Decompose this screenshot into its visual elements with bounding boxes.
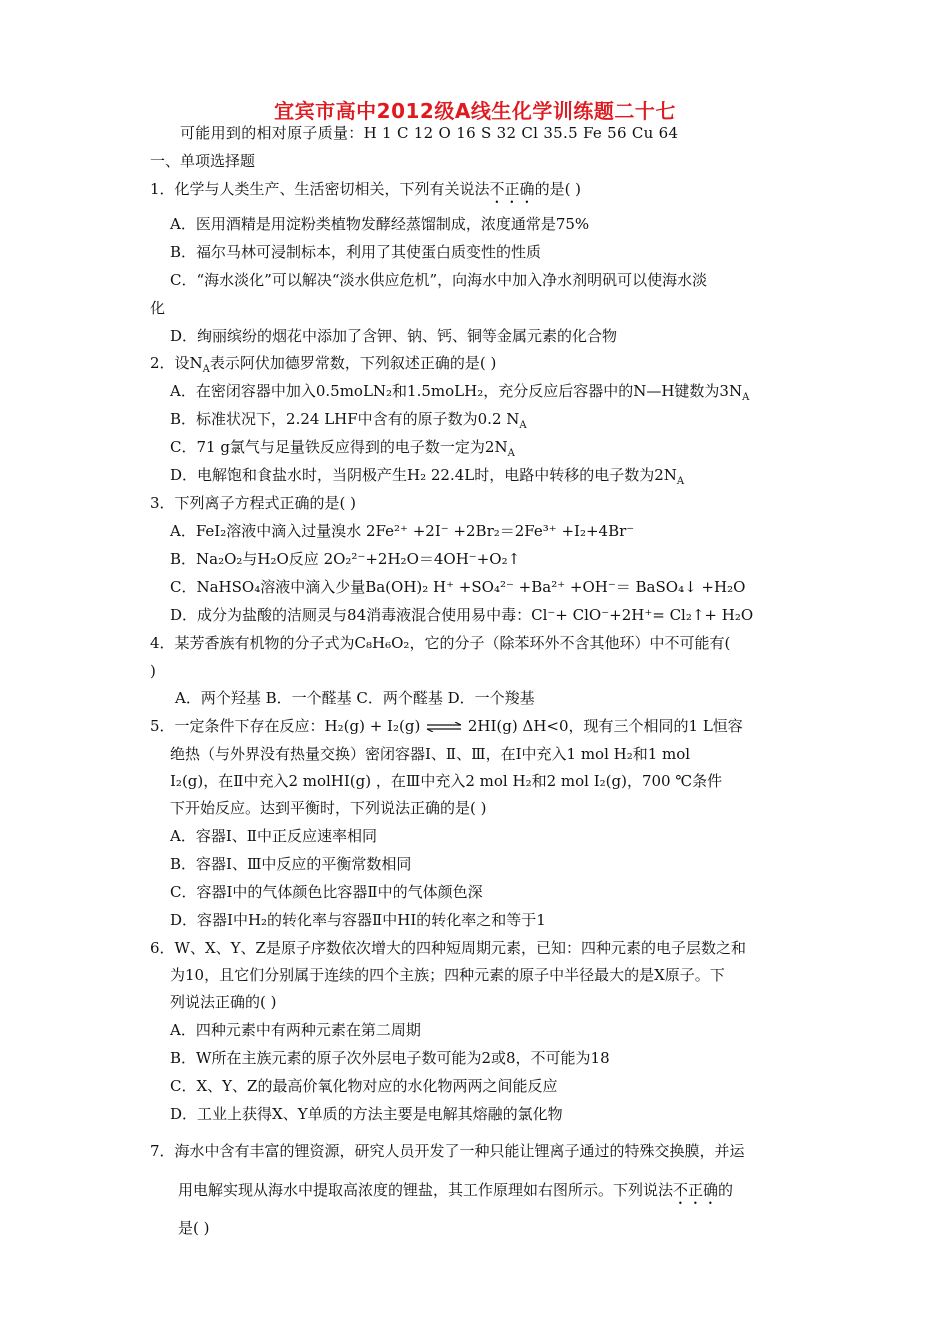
- q6-option-c: C．X、Y、Z的最高价氧化物对应的水化物两两之间能反应: [170, 1077, 558, 1095]
- q6-line1: 6．W、X、Y、Z是原子序数依次增大的四种短周期元素，已知：四种元素的电子层数之和: [150, 939, 746, 957]
- q1-option-c: C．“海水淡化”可以解决“淡水供应危机”，向海水中加入净水剂明矾可以使海水淡: [170, 271, 708, 289]
- q5-line4: 下开始反应。达到平衡时，下列说法正确的是( ): [170, 799, 487, 817]
- q1-option-a: A．医用酒精是用淀粉类植物发酵经蒸馏制成，浓度通常是75%: [170, 215, 590, 233]
- q6-option-a: A．四种元素中有两种元素在第二周期: [170, 1021, 421, 1039]
- q4-stem: 4．某芳香族有机物的分子式为C₈H₆O₂，它的分子（除苯环外不含其他环）中不可能有(: [150, 634, 731, 652]
- q1-option-b: B．福尔马林可浸制标本，利用了其使蛋白质变性的性质: [170, 243, 542, 261]
- q2-option-a: A．在密闭容器中加入0.5moLN₂和1.5moLH₂，充分反应后容器中的N—H键数为$3N_A$: [170, 382, 750, 403]
- q7-line2: 用电解实现从海水中提取高浓度的锂盐，其工作原理如右图所示。下列说法不正确的: [178, 1181, 734, 1199]
- equilibrium-arrow-icon: [425, 722, 463, 732]
- q6-line3: 列说法正确的( ): [170, 993, 277, 1011]
- q1-option-c-cont: 化: [150, 299, 166, 317]
- q3-option-b: B．Na₂O₂与H₂O反应 2O₂²⁻+2H₂O＝4OH⁻+O₂↑: [170, 550, 521, 568]
- q5-line3: I₂(g)，在Ⅱ中充入2 molHI(g) ，在Ⅲ中充入2 mol H₂和2 mol I₂(g)，700 ℃条件: [170, 772, 723, 790]
- q1-stem: 1．化学与人类生产、生活密切相关，下列有关说法不正确的是( ): [150, 180, 582, 198]
- atomic-masses: 可能用到的相对原子质量：H 1 C 12 O 16 S 32 Cl 35.5 Fe 56 Cu 64: [180, 124, 679, 142]
- section-heading: 一、单项选择题: [150, 152, 256, 170]
- q3-option-a: A．FeI₂溶液中滴入过量溴水 2Fe²⁺ +2I⁻ +2Br₂＝2Fe³⁺ +I₂+4Br⁻: [170, 522, 635, 540]
- q4-options: A．两个羟基 B．一个醛基 C．两个醛基 D．一个羧基: [175, 689, 535, 707]
- q5-line2: 绝热（与外界没有热量交换）密闭容器Ⅰ、Ⅱ、Ⅲ，在Ⅰ中充入1 mol H₂和1 mol: [170, 745, 691, 763]
- q5-option-b: B．容器Ⅰ、Ⅲ中反应的平衡常数相同: [170, 855, 412, 873]
- q1-option-d: D．绚丽缤纷的烟花中添加了含钾、钠、钙、铜等金属元素的化合物: [170, 327, 618, 345]
- q2-stem: 2．设$N_A$表示阿伏加德罗常数，下列叙述正确的是( ): [150, 354, 497, 375]
- q7-line1: 7．海水中含有丰富的锂资源，研究人员开发了一种只能让锂离子通过的特殊交换膜，并运: [150, 1142, 745, 1160]
- q3-option-c: C．NaHSO₄溶液中滴入少量Ba(OH)₂ H⁺ +SO₄²⁻ +Ba²⁺ +OH⁻＝ BaSO₄↓ +H₂O: [170, 578, 746, 596]
- q4-stem-cont: ): [150, 662, 156, 680]
- q6-line2: 为10，且它们分别属于连续的四个主族；四种元素的原子中半径最大的是X原子。下: [170, 966, 725, 984]
- q3-option-d: D．成分为盐酸的洁厕灵与84消毒液混合使用易中毒：Cl⁻+ ClO⁻+2H⁺= Cl₂↑+ H₂O: [170, 606, 754, 624]
- q6-option-b: B．W所在主族元素的原子次外层电子数可能为2或8，不可能为18: [170, 1049, 610, 1067]
- q5-option-a: A．容器Ⅰ、Ⅱ中正反应速率相同: [170, 827, 377, 845]
- page-title: 宜宾市高中2012级A线生化学训练题二十七: [274, 99, 676, 123]
- q3-stem: 3．下列离子方程式正确的是( ): [150, 494, 357, 512]
- q2-option-b: B．标准状况下，2.24 LHF中含有的原子数为0.2 $N_A$: [170, 410, 527, 431]
- q5-option-c: C．容器Ⅰ中的气体颜色比容器Ⅱ中的气体颜色深: [170, 883, 483, 901]
- q2-option-c: C．71 g氯气与足量铁反应得到的电子数一定为$2N_A$: [170, 438, 515, 459]
- q6-option-d: D．工业上获得X、Y单质的方法主要是电解其熔融的氯化物: [170, 1105, 563, 1123]
- q5-line1: 5．一定条件下存在反应：H₂(g) + I₂(g) 2HI(g) ΔH<0，现有三个相同的1 L恒容: [150, 717, 743, 735]
- q5-option-d: D．容器Ⅰ中H₂的转化率与容器Ⅱ中HI的转化率之和等于1: [170, 911, 546, 929]
- q2-option-d: D．电解饱和食盐水时，当阴极产生H₂ 22.4L时，电路中转移的电子数为$2N_A$: [170, 466, 685, 487]
- q7-line3: 是( ): [178, 1219, 210, 1237]
